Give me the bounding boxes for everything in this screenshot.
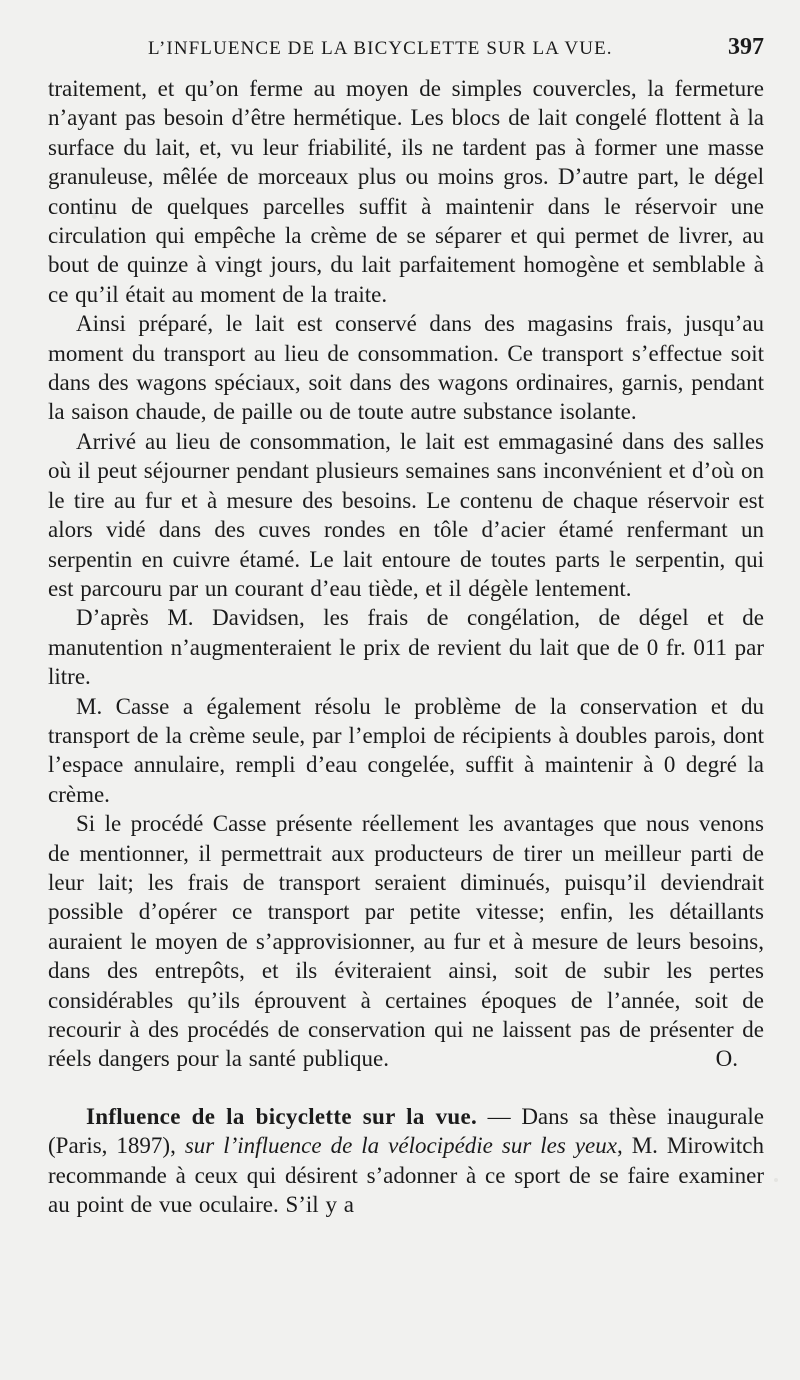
- paragraph-cost: D’après M. Davidsen, les frais de congélation, de dégel et de manutention n’augmenteraient le prix de revient du lait que de 0 fr. 011 par litre.: [48, 605, 764, 690]
- page-number: 397: [728, 34, 764, 60]
- article-body: [48, 74, 764, 1219]
- page-header: [48, 34, 764, 70]
- paragraph-advantages: [48, 809, 764, 1074]
- paragraph-advantages-text: Si le procédé Casse présente réellement les avantages que nous venons de mentionner, il permettrait aux producteurs de tirer un meilleur parti de leur lait; les frais de transport seraient diminués, puisqu’il deviendrait possible d’opérer ce transport par petite vitesse; enfin, les détaillants auraient le moyen de s’approvisionner, au fur et à mesure de leurs besoins, dans des entrepôts, et ils éviteraient ainsi, soit de subir les pertes considérables qu’ils éprouvent à certaines époques de l’année, soit de recourir à des procédés de conservation qui ne laissent pas de présenter de réels dangers pour la santé publique.: [48, 811, 764, 1072]
- paper-speck: [774, 1178, 778, 1182]
- paragraph-storage: Arrivé au lieu de consommation, le lait est emmagasiné dans des salles où il peut séjourner pendant plusieurs semaines sans inconvénient et d’où on le tire au fur et à mesure des besoins. Le contenu de chaque réservoir est alors vidé dans des cuves rondes en tôle d’acier étamé renfermant un serpentin en cuivre étamé. Le lait entoure de toutes parts le serpentin, qui est parcouru par un courant d’eau tiède, et il dégèle lentement.: [48, 428, 764, 601]
- book-title: l’influence de la vélocipédie sur les yeux: [223, 1133, 617, 1159]
- author-signature: O.: [715, 1046, 738, 1072]
- paragraph-transport: Ainsi préparé, le lait est conservé dans des magasins frais, jusqu’au moment du transport au lieu de consommation. Ce transport s’effectue soit dans des wagons spéciaux, soit dans des wagons ordinaires, garnis, pendant la saison chaude, de paille ou de toute autre substance isolante.: [48, 311, 764, 425]
- section-sur: sur: [184, 1133, 215, 1159]
- paragraph-cream: M. Casse a également résolu le problème de la conservation et du transport de la crème seule, par l’emploi de récipients à doubles parois, dont l’espace annulaire, rempli d’eau congelée, suffit à maintenir à 0 degré la crème.: [48, 693, 764, 807]
- section-text-rest: , M. Mirowitch recommande à ceux qui désirent s’adonner à ce sport de se faire examiner au point de vue oculaire. S’il y a: [48, 1133, 764, 1218]
- section-title: Influence de la bicyclette sur la vue.: [86, 1103, 478, 1129]
- running-title: L’INFLUENCE DE LA BICYCLETTE SUR LA VUE.: [148, 38, 613, 59]
- paragraph-continuation: traitement, et qu’on ferme au moyen de simples couvercles, la fermeture n’ayant pas besoin d’être hermétique. Les blocs de lait congelé flottent à la surface du lait, et, vu leur friabilité, ils ne tardent pas à former une masse granuleuse, mêlée de morceaux plus ou moins gros. D’autre part, le dégel continu de quelques parcelles suffit à maintenir dans le réservoir une circulation qui empêche la crème de se séparer et qui permet de livrer, au bout de quinze à vingt jours, du lait parfaitement homogène et semblable à ce qu’il était au moment de la traite.: [48, 76, 764, 307]
- section-bicycle-vision: [48, 1102, 764, 1220]
- section-dash: —: [477, 1103, 522, 1129]
- section-text-intro: Dans sa thèse inaugurale (Paris, 1897),: [48, 1103, 764, 1159]
